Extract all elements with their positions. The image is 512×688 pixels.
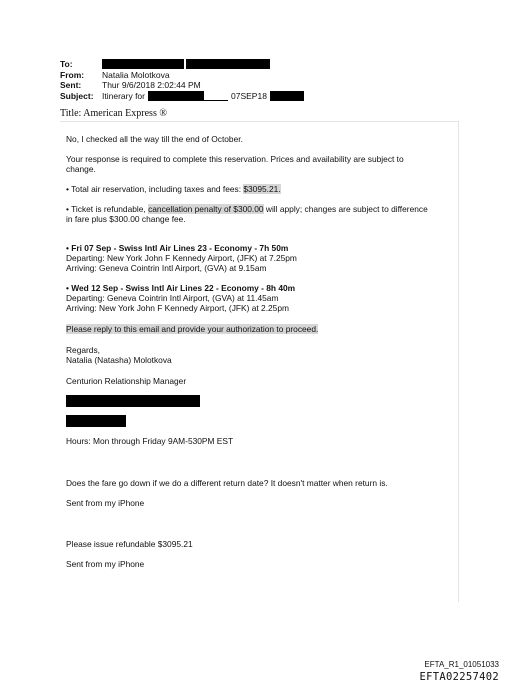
- signer-role: Centurion Relationship Manager: [66, 376, 187, 386]
- footer-id-2: EFTA02257402: [419, 671, 499, 683]
- sent-from-line: Sent from my iPhone: [66, 498, 145, 508]
- hours-line: Hours: Mon through Friday 9AM-530PM EST: [66, 436, 234, 446]
- email-header: [60, 59, 304, 101]
- subject-code: 07SEP18: [231, 90, 267, 101]
- reply-line: [66, 324, 318, 335]
- flight-1-heading: • Fri 07 Sep - Swiss Intl Air Lines 23 - Economy - 7h 50m: [66, 243, 289, 253]
- flight-1-arriving: Arriving: Geneva Cointrin Intl Airport, (GVA) at 9.15am: [66, 263, 267, 273]
- redacted-block: [186, 59, 270, 69]
- to-label: To:: [60, 59, 73, 69]
- total-line: [66, 184, 281, 195]
- flight-1-departing: Departing: New York John F Kennedy Airport, (JFK) at 7.25pm: [66, 253, 297, 263]
- refund-post: will apply; changes are subject to difference: [263, 204, 428, 214]
- question-line: Does the fare go down if we do a different return date? It doesn't matter when return is.: [66, 478, 388, 488]
- from-value: Natalia Molotkova: [102, 69, 170, 80]
- issue-line: Please issue refundable $3095.21: [66, 539, 193, 549]
- sent-row: [60, 80, 304, 91]
- flight-2-arriving: Arriving: New York John F Kennedy Airport, (JFK) at 2.25pm: [66, 303, 289, 313]
- redaction-underline: [204, 92, 228, 101]
- refund-pre: • Ticket is refundable,: [66, 204, 149, 214]
- sent-label: Sent:: [60, 80, 82, 91]
- subject-prefix: Itinerary for: [102, 90, 145, 101]
- signer-name: Natalia (Natasha) Molotkova: [66, 355, 172, 365]
- to-row: [60, 59, 304, 70]
- regards-line: Regards,: [66, 345, 100, 355]
- penalty-highlight: cancellation penalty of $300.00: [148, 204, 264, 214]
- redacted-block: [66, 395, 200, 407]
- subject-label: Subject:: [60, 90, 94, 101]
- body-line: No, I checked all the way till the end of October.: [66, 134, 243, 144]
- footer-id-1: EFTA_R1_01051033: [424, 660, 499, 669]
- from-row: [60, 70, 304, 81]
- document-title: Title: American Express ®: [60, 108, 167, 119]
- redacted-block: [270, 91, 304, 101]
- total-label: • Total air reservation, including taxes and fees:: [66, 184, 244, 194]
- redacted-block: [102, 59, 184, 69]
- flight-2-departing: Departing: Geneva Cointrin Intl Airport, (GVA) at 11.45am: [66, 293, 279, 303]
- subject-row: [60, 91, 304, 102]
- flight-2-heading: • Wed 12 Sep - Swiss Intl Air Lines 22 - Economy - 8h 40m: [66, 283, 296, 293]
- body-line: change.: [66, 164, 96, 174]
- refund-line: [66, 204, 428, 215]
- body-line: Your response is required to complete this reservation. Prices and availability are subject to: [66, 154, 404, 164]
- redacted-block: [148, 91, 204, 101]
- body-line: in fare plus $300.00 change fee.: [66, 214, 186, 224]
- total-amount: $3095.21.: [243, 184, 281, 194]
- reply-highlight: Please reply to this email and provide your authorization to proceed.: [66, 324, 319, 334]
- sent-value: Thur 9/6/2018 2:02:44 PM: [102, 80, 201, 91]
- sent-from-line: Sent from my iPhone: [66, 559, 145, 569]
- from-label: From:: [60, 69, 85, 80]
- redacted-block: [66, 415, 126, 427]
